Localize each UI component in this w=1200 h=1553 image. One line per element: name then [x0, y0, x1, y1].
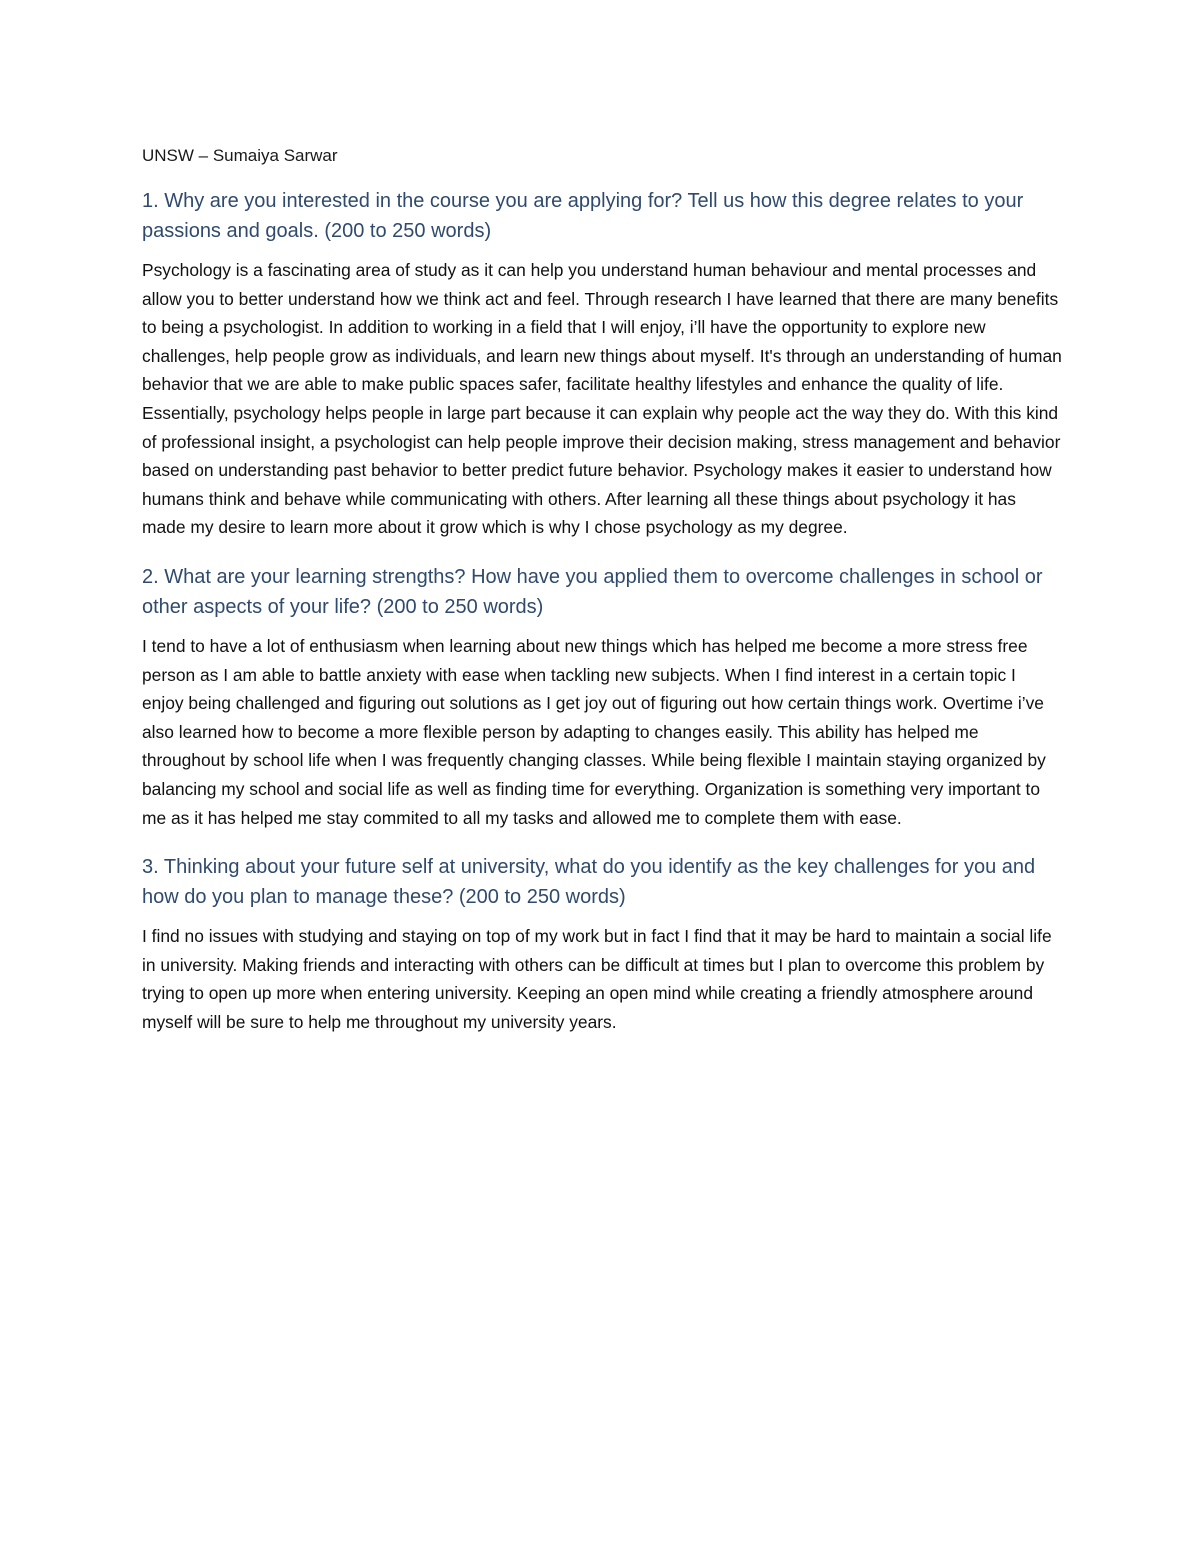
section-2 — [142, 562, 1062, 832]
section-1 — [142, 186, 1062, 542]
question-3-heading: 3. Thinking about your future self at university, what do you identify as the key challenges for you and how do you plan to manage these? (200 to 250 words) — [142, 856, 1036, 909]
document-page — [142, 142, 1062, 1056]
document-header: UNSW – Sumaiya Sarwar — [142, 146, 338, 165]
answer-3-paragraph: I find no issues with studying and staying on top of my work but in fact I find that it may be hard to maintain a social life in university. Making friends and interacting with others can be difficult at times but I plan to overcome this problem by trying to open up more when entering university. Keeping an open mind while creating a friendly atmosphere around myself will be sure to help me throughout my university years. — [142, 926, 1052, 1032]
section-3 — [142, 852, 1062, 1036]
answer-2-paragraph: I tend to have a lot of enthusiasm when learning about new things which has helped me become a more stress free person as I am able to battle anxiety with ease when tackling new subjects. When I find interest in a certain topic I enjoy being challenged and figuring out solutions as I get joy out of figuring out how certain things work. Overtime i’ve also learned how to become a more flexible person by adapting to changes easily. This ability has helped me throughout by school life when I was frequently changing classes. While being flexible I maintain staying organized by balancing my school and social life as well as finding time for everything. Organization is something very important to me as it has helped me stay commited to all my tasks and allowed me to complete them with ease. — [142, 635, 1046, 828]
question-2-heading: 2. What are your learning strengths? How have you applied them to overcome challenges in school or other aspects of your life? (200 to 250 words) — [142, 565, 1043, 618]
question-1-heading: 1. Why are you interested in the course you are applying for? Tell us how this degree relates to your passions and goals. (200 to 250 words) — [142, 190, 1024, 242]
answer-1-paragraph: Psychology is a fascinating area of study as it can help you understand human behaviour and mental processes and allow you to better understand how we think act and feel. Through research I have learned that there are many benefits to being a psychologist. In addition to working in a field that I will enjoy, i’ll have the opportunity to explore new challenges, help people grow as individuals, and learn new things about myself. It's through an understanding of human behavior that we are able to make public spaces safer, facilitate healthy lifestyles and enhance the quality of life. Essentially, psychology helps people in large part because it can explain why people act the way they do. With this kind of professional insight, a psychologist can help people improve their decision making, stress management and behavior based on understanding past behavior to better predict future behavior. Psychology makes it easier to understand how humans think and behave while communicating with others. After learning all these things about psychology it has made my desire to learn more about it grow which is why I chose psychology as my degree. — [142, 260, 1062, 538]
